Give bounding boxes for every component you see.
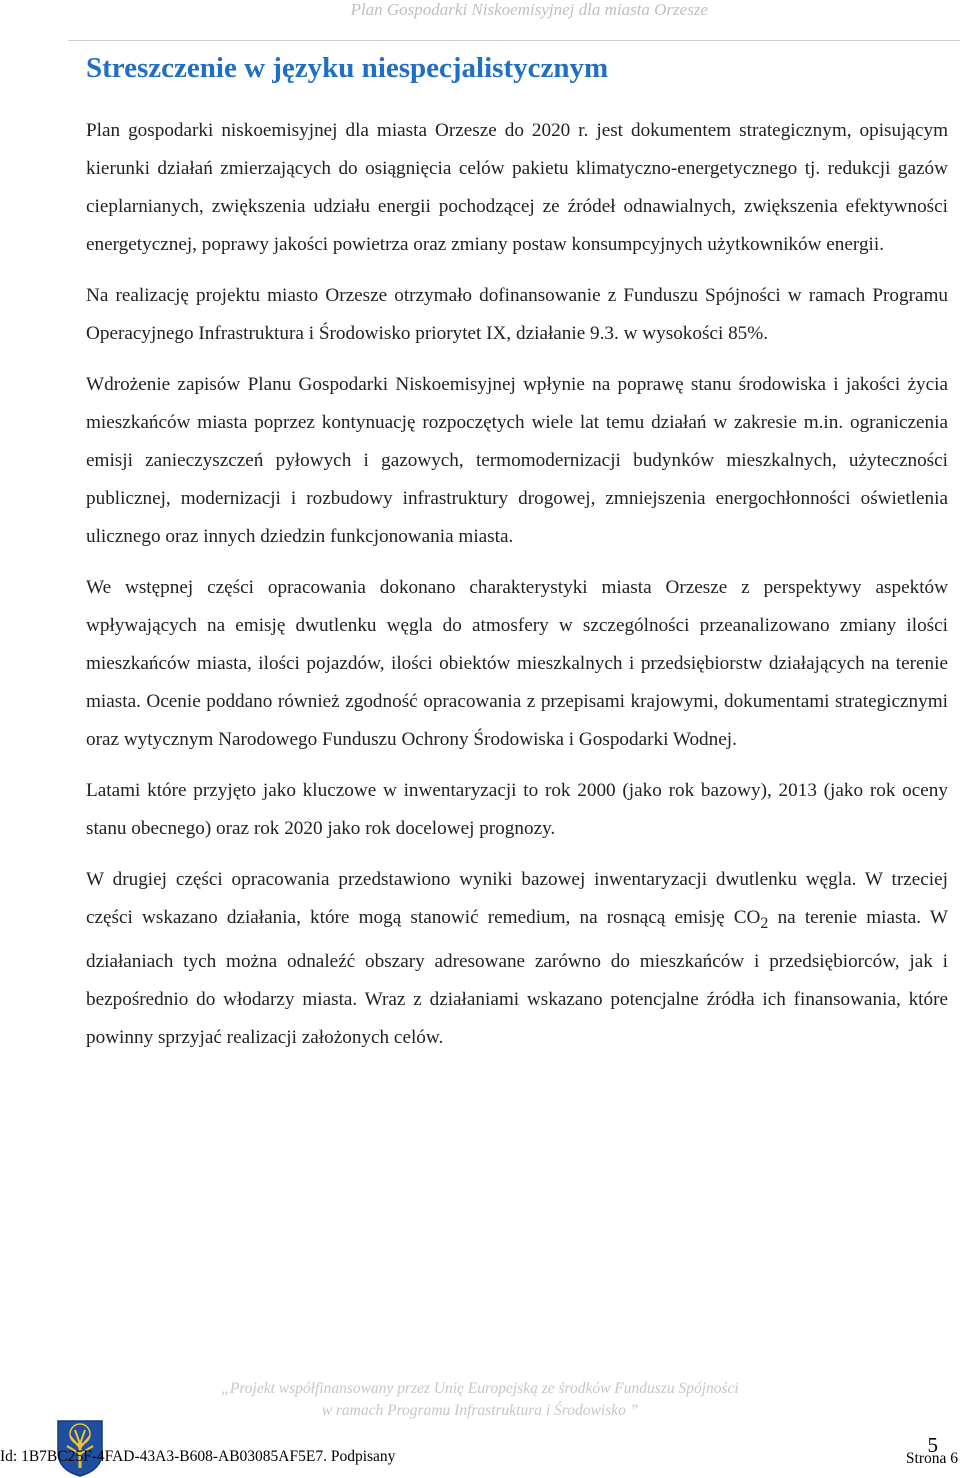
co2-subscript: 2 [760,914,769,932]
paragraph-3: Wdrożenie zapisów Planu Gospodarki Niskoemisyjnej wpłynie na poprawę stanu środowiska i jakości życia mieszkańców miasta poprzez kontynuację rozpoczętych wiele lat temu działań w zakresie m.in. ograniczenia emisji zanieczyszczeń pyłowych i gazowych, termomodernizacji budynków mieszkalnych, użyteczności publicznej, modernizacji i rozbudowy infrastruktury drogowej, zmniejszenia energochłonności oświetlenia ulicznego oraz innych dziedzin funkcjonowania miasta. [86,374,948,547]
paragraph-6 [86,861,948,1057]
section-heading: Streszczenie w języku niespecjalistycznym [86,52,609,84]
document-id: Id: 1B7BC25F-4FAD-43A3-B608-AB03085AF5E7. Podpisany [0,1448,396,1465]
paragraph-2: Na realizację projektu miasto Orzesze otrzymało dofinansowanie z Funduszu Spójności w ramach Programu Operacyjnego Infrastruktura i Środowisko priorytet IX, działanie 9.3. w wysokości 85%. [86,285,948,344]
running-header-title: Plan Gospodarki Niskoemisyjnej dla miasta Orzesze [350,0,708,19]
paragraph-1: Plan gospodarki niskoemisyjnej dla miasta Orzesze do 2020 r. jest dokumentem strategicznym, opisującym kierunki działań zmierzających do osiągnięcia celów pakietu klimatyczno-energetycznego tj. redukcji gazów cieplarnianych, zwiększenia udziału energii pochodzącej ze źródeł odnawialnych, zwiększenia efektywności energetycznej, poprawy jakości powietrza oraz zmiany postaw konsumpcyjnych użytkowników energii. [86,120,948,255]
page-of-total: Strona 6 [905,1450,958,1467]
paragraph-6-part-2: na terenie miasta. W działaniach tych można odnaleźć obszary adresowane zarówno do mieszkańców i przedsiębiorców, jak i bezpośrednio do włodarzy miasta. Wraz z działaniami wskazano potencjalne źródła ich finansowania, które powinny sprzyjać realizacji założonych celów. [86,907,948,1048]
header-divider [68,40,960,41]
page-number: 5 [927,1433,938,1457]
body-text [86,112,948,1070]
funding-note-line-2: w ramach Programu Infrastruktura i Środowisko ” [321,1402,639,1419]
paragraph-4: We wstępnej części opracowania dokonano charakterystyki miasta Orzesze z perspektywy aspektów wpływających na emisję dwutlenku węgla do atmosfery w szczególności przeanalizowano zmiany ilości mieszkańców miasta, ilości pojazdów, ilości obiektów mieszkalnych i przedsiębiorstw działających na terenie miasta. Ocenie poddano również zgodność opracowania z przepisami krajowymi, dokumentami strategicznymi oraz wytycznym Narodowego Funduszu Ochrony Środowiska i Gospodarki Wodnej. [86,577,948,750]
funding-note [0,1378,960,1422]
paragraph-5: Latami które przyjęto jako kluczowe w inwentaryzacji to rok 2000 (jako rok bazowy), 2013 (jako rok oceny stanu obecnego) oraz rok 2020 jako rok docelowej prognozy. [86,780,948,839]
funding-note-line-1: „Projekt współfinansowany przez Unię Europejską ze środków Funduszu Spójności [221,1380,739,1397]
paragraph-6-part-1: W drugiej części opracowania przedstawiono wyniki bazowej inwentaryzacji dwutlenku węgla. W trzeciej części wskazano działania, które mogą stanowić remedium, na rosnącą emisję CO [86,869,948,928]
